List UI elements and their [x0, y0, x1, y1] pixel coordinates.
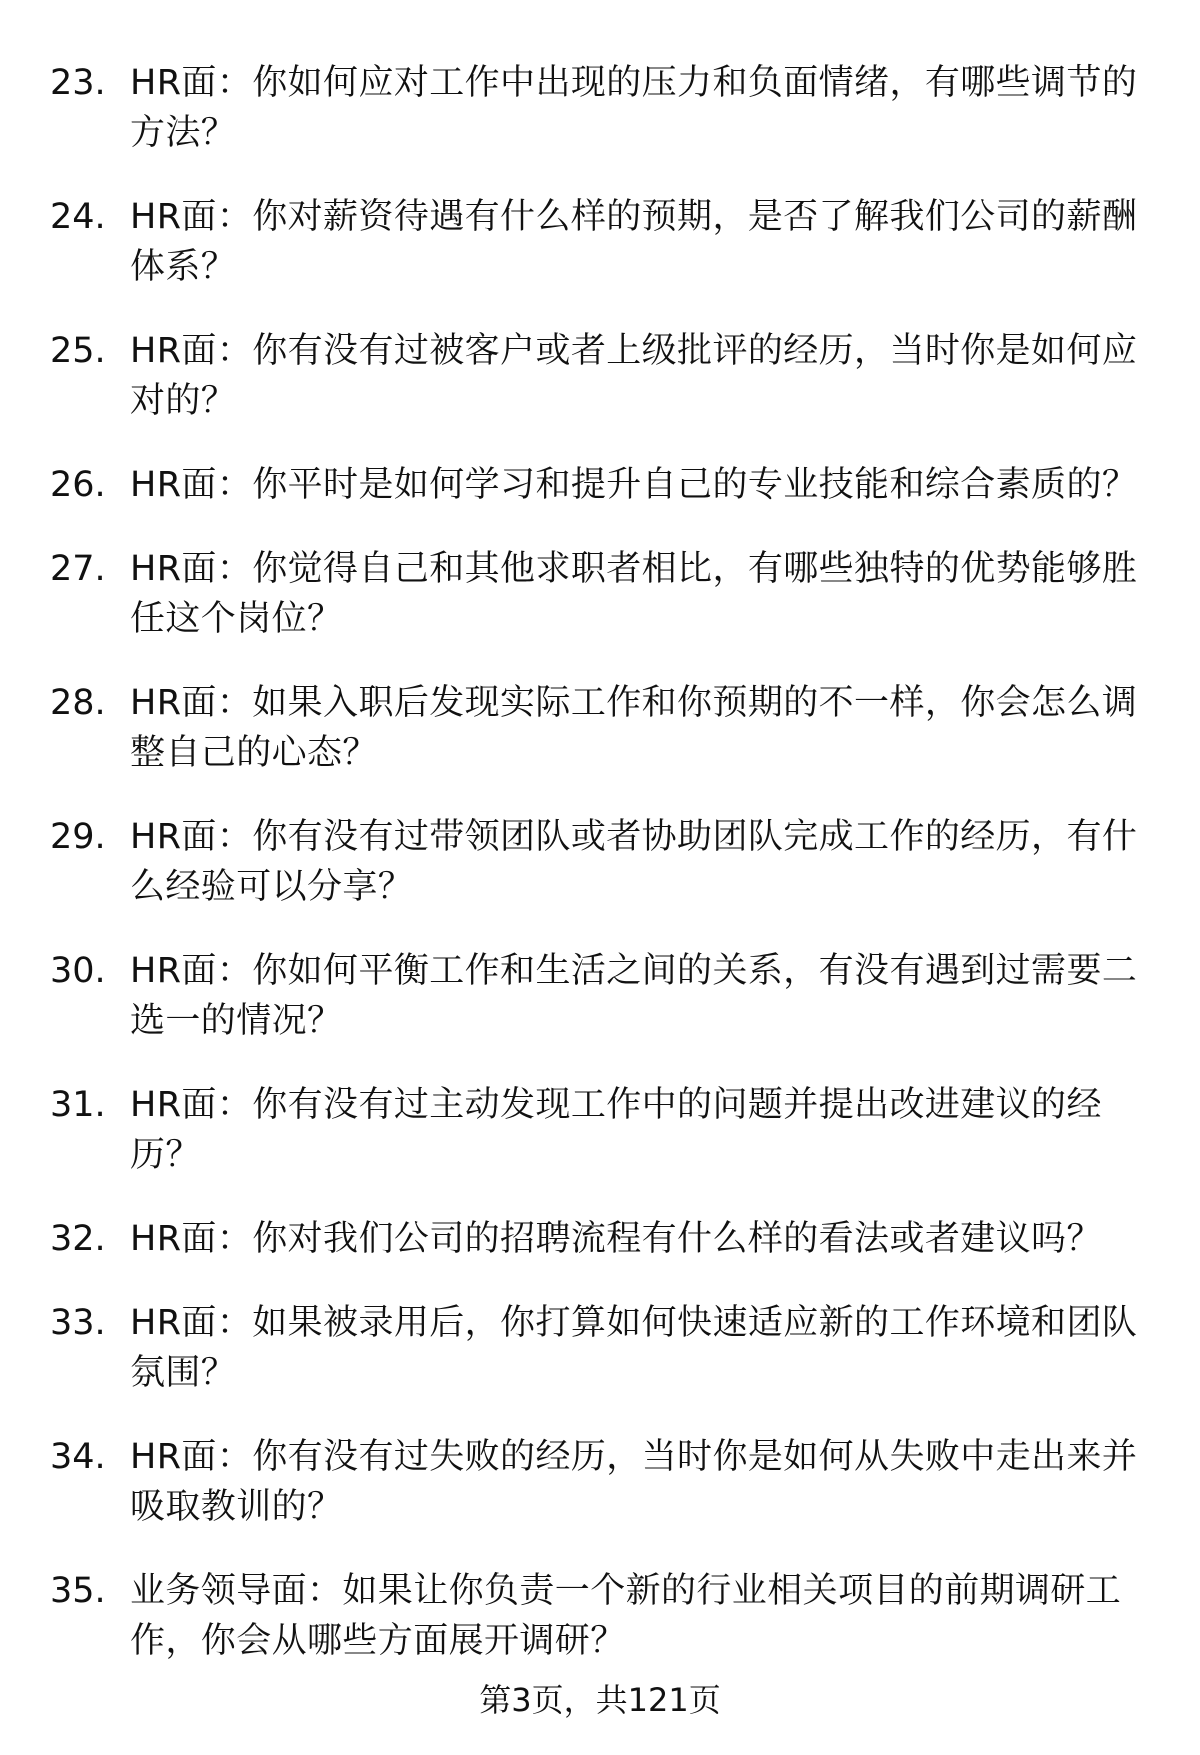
question-text: HR面：你如何应对工作中出现的压力和负面情绪，有哪些调节的方法？ [130, 63, 1138, 153]
question-text: HR面：你平时是如何学习和提升自己的专业技能和综合素质的？ [130, 465, 1138, 505]
list-item [0, 460, 1200, 510]
list-item [0, 1080, 1200, 1180]
list-item [0, 1432, 1200, 1532]
question-list [0, 58, 1200, 1700]
list-item [0, 812, 1200, 912]
question-number: 35. [50, 1571, 106, 1611]
question-number: 23. [50, 63, 106, 103]
question-text: HR面：你觉得自己和其他求职者相比，有哪些独特的优势能够胜任这个岗位？ [130, 549, 1138, 639]
question-text: HR面：你对我们公司的招聘流程有什么样的看法或者建议吗？ [130, 1219, 1102, 1259]
question-number: 32. [50, 1219, 106, 1259]
question-text: HR面：如果入职后发现实际工作和你预期的不一样，你会怎么调整自己的心态？ [130, 683, 1138, 773]
question-number: 24. [50, 197, 106, 237]
list-item [0, 58, 1200, 158]
list-item [0, 1298, 1200, 1398]
list-item [0, 1214, 1200, 1264]
question-number: 26. [50, 465, 106, 505]
question-text: HR面：你有没有过主动发现工作中的问题并提出改进建议的经历？ [130, 1085, 1102, 1175]
list-item [0, 946, 1200, 1046]
question-number: 28. [50, 683, 106, 723]
question-number: 31. [50, 1085, 106, 1125]
question-number: 30. [50, 951, 106, 991]
question-text: HR面：如果被录用后，你打算如何快速适应新的工作环境和团队氛围？ [130, 1303, 1138, 1393]
question-text: 业务领导面：如果让你负责一个新的行业相关项目的前期调研工作，你会从哪些方面展开调研？ [130, 1571, 1122, 1661]
question-text: HR面：你有没有过带领团队或者协助团队完成工作的经历，有什么经验可以分享？ [130, 817, 1138, 907]
question-text: HR面：你有没有过被客户或者上级批评的经历，当时你是如何应对的？ [130, 331, 1138, 421]
question-number: 29. [50, 817, 106, 857]
question-number: 25. [50, 331, 106, 371]
question-number: 27. [50, 549, 106, 589]
question-number: 34. [50, 1437, 106, 1477]
question-text: HR面：你如何平衡工作和生活之间的关系，有没有遇到过需要二选一的情况？ [130, 951, 1138, 1041]
list-item [0, 192, 1200, 292]
page-footer: 第3页，共121页 [479, 1681, 721, 1719]
question-text: HR面：你有没有过失败的经历，当时你是如何从失败中走出来并吸取教训的？ [130, 1437, 1138, 1527]
list-item [0, 326, 1200, 426]
list-item [0, 544, 1200, 644]
question-number: 33. [50, 1303, 106, 1343]
list-item [0, 1566, 1200, 1666]
list-item [0, 678, 1200, 778]
question-text: HR面：你对薪资待遇有什么样的预期，是否了解我们公司的薪酬体系？ [130, 197, 1138, 287]
